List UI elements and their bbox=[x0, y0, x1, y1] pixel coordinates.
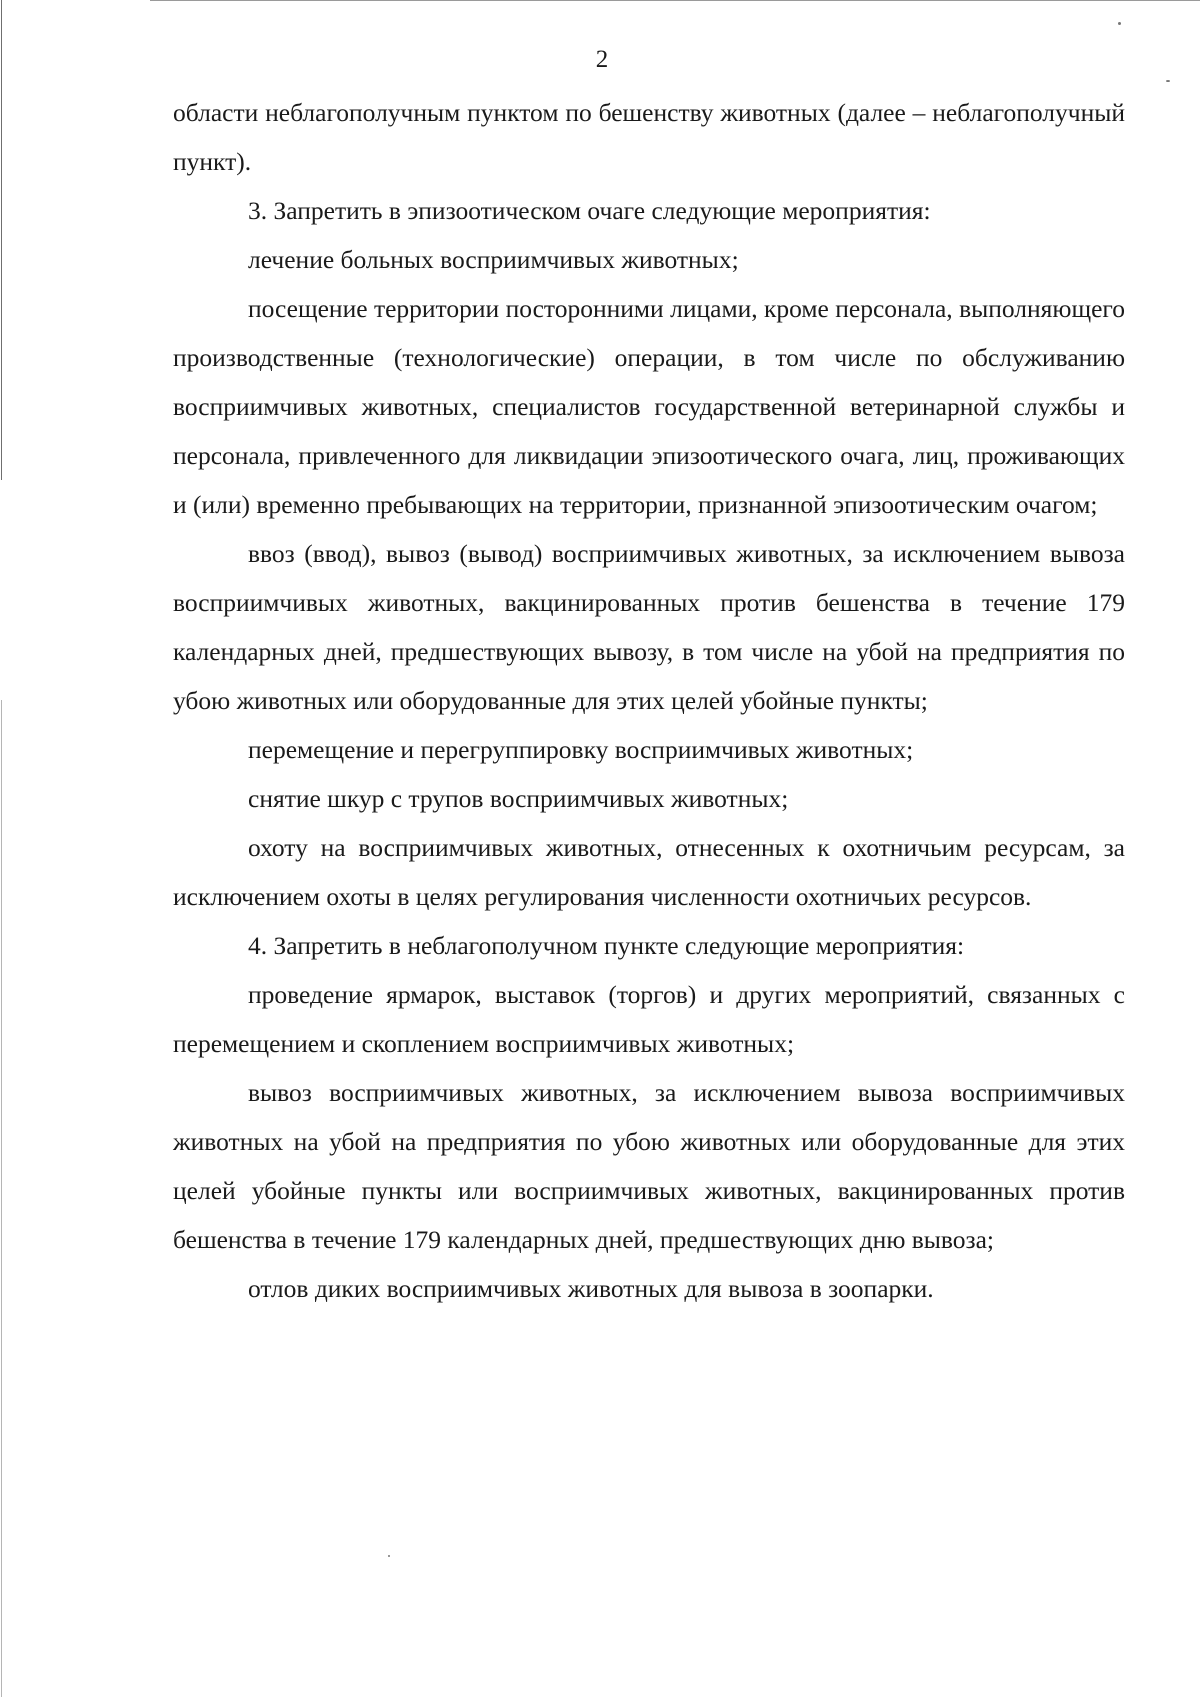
paragraph: ввоз (ввод), вывоз (вывод) восприимчивых животных, за исключением вывоза восприимчивых животных, вакцинированных против бешенства в течение 179 календарных дней, предшествующих вывозу, в том числе на убой на предприятия по убою животных или оборудованные для этих целей убойные пункты; bbox=[173, 539, 1125, 715]
scan-speck bbox=[388, 1555, 390, 1557]
paragraph: отлов диких восприимчивых животных для вывоза в зоопарки. bbox=[248, 1274, 934, 1303]
paragraph: области неблагополучным пунктом по бешенству животных (далее – неблагополучный пункт). bbox=[173, 98, 1125, 176]
document-body bbox=[173, 88, 1125, 1313]
paragraph: проведение ярмарок, выставок (торгов) и других мероприятий, связанных с перемещением и скоплением восприимчивых животных; bbox=[173, 980, 1125, 1058]
scan-edge-left-lower bbox=[1, 700, 2, 1697]
scan-speck bbox=[1166, 80, 1170, 82]
paragraph: вывоз восприимчивых животных, за исключением вывоза восприимчивых животных на убой на предприятия по убою животных или оборудованные для этих целей убойные пункты или восприимчивых животных, вакцинированных против бешенства в течение 179 календарных дней, предшествующих дню вывоза; bbox=[173, 1078, 1125, 1254]
paragraph: охоту на восприимчивых животных, отнесенных к охотничьим ресурсам, за исключением охоты в целях регулирования численности охотничьих ресурсов. bbox=[173, 833, 1125, 911]
paragraph: лечение больных восприимчивых животных; bbox=[248, 245, 739, 274]
page-number: 2 bbox=[595, 46, 609, 73]
paragraph: 3. Запретить в эпизоотическом очаге следующие мероприятия: bbox=[248, 196, 931, 225]
paragraph: снятие шкур с трупов восприимчивых животных; bbox=[248, 784, 789, 813]
paragraph: перемещение и перегруппировку восприимчивых животных; bbox=[248, 735, 914, 764]
scan-edge-top bbox=[150, 0, 1200, 1]
scan-speck bbox=[1118, 22, 1121, 25]
paragraph: посещение территории посторонними лицами, кроме персонала, выполняющего производственные (технологические) операции, в том числе по обслуживанию восприимчивых животных, специалистов государственной ветеринарной службы и персонала, привлеченного для ликвидации эпизоотического очага, лиц, проживающих и (или) временно пребывающих на территории, признанной эпизоотическим очагом; bbox=[173, 294, 1125, 519]
paragraph: 4. Запретить в неблагополучном пункте следующие мероприятия: bbox=[248, 931, 965, 960]
